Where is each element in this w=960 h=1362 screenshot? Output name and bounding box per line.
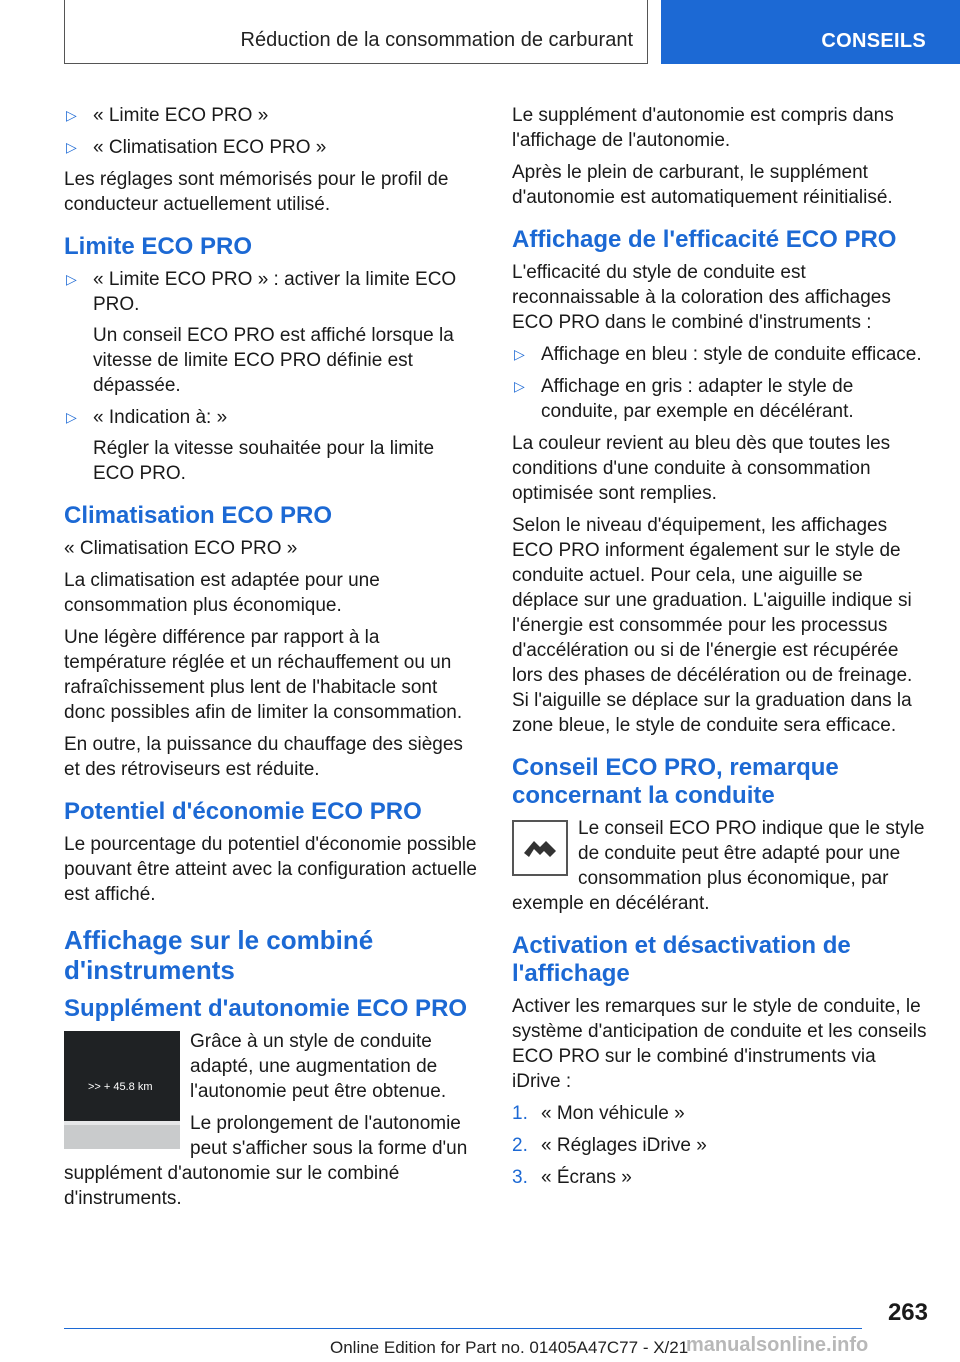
paragraph: Le conseil ECO PRO indique que le style de conduite peut être adapté pour une consommation plus économique, par exemple en décélérant.	[512, 818, 925, 914]
section-heading-activation: Activation et désactivation de l'affichage	[512, 932, 851, 987]
list-item	[512, 1133, 928, 1158]
page-number: 263	[887, 1299, 928, 1326]
step-text: « Mon véhicule »	[541, 1103, 685, 1124]
limite-list	[64, 267, 480, 486]
section-heading-limite: Limite ECO PRO	[64, 233, 253, 260]
steps-list	[512, 1101, 928, 1190]
range-extension-readout: >> + 45.8 km	[88, 1081, 153, 1093]
foot-pedal-icon	[512, 820, 568, 876]
footer-watermark: manualsonline.info	[686, 1334, 869, 1356]
footer-edition: Online Edition for Part no. 01405A47C77 - X/21	[330, 1338, 689, 1357]
list-item: ▷ Affichage en bleu : style de conduite efficace.	[514, 344, 922, 365]
paragraph: Le supplément d'autonomie est compris dans l'affichage de l'autonomie.	[512, 105, 894, 151]
section-heading-potentiel: Potentiel d'économie ECO PRO	[64, 798, 422, 825]
section-heading-climatisation: Climatisation ECO PRO	[64, 502, 333, 529]
list-item	[512, 1101, 928, 1126]
triangle-right-icon: ▷	[66, 107, 77, 123]
list-item: ▷ « Limite ECO PRO » : activer la limite ECO PRO. Un conseil ECO PRO est affiché lorsque la vitesse de limite ECO PRO définie est dépassée.	[64, 267, 480, 398]
triangle-right-icon: ▷	[66, 271, 77, 287]
paragraph: Activer les remarques sur le style de conduite, le système d'anticipation de conduite et les conseils ECO PRO sur le combiné d'instruments via iDrive :	[512, 996, 927, 1092]
section-heading-conseil: Conseil ECO PRO, remarque concernant la conduite	[512, 754, 839, 809]
triangle-right-icon: ▷	[514, 346, 525, 362]
header-title: Réduction de la consommation de carburant	[240, 29, 633, 51]
paragraph: En outre, la puissance du chauffage des sièges et des rétroviseurs est réduite.	[64, 734, 463, 780]
list-item-detail: Un conseil ECO PRO est affiché lorsque la vitesse de limite ECO PRO définie est dépassée.	[93, 325, 454, 396]
figure-stripe	[64, 1121, 180, 1149]
step-number: 3.	[512, 1167, 528, 1188]
list-item-detail: Régler la vitesse souhaitée pour la limite ECO PRO.	[93, 438, 435, 484]
paragraph: Selon le niveau d'équipement, les affichages ECO PRO informent également sur le style de conduite actuel. Pour cela, une aiguille se déplace sur une graduation. L'aiguille indique si l'énergie est consommée pour les processus d'accélération ou si de l'énergie est récupérée lors des phases de décélération ou de freinage. Si l'aiguille se déplace sur la graduation dans la zone bleue, le style de conduite sera efficace.	[512, 515, 913, 736]
paragraph: Les réglages sont mémorisés pour le profil de conducteur actuellement utilisé.	[64, 169, 449, 215]
step-text: « Écrans »	[541, 1167, 632, 1188]
list-item: ▷ « Climatisation ECO PRO »	[66, 137, 327, 158]
header-section-tab	[661, 0, 960, 64]
step-number: 2.	[512, 1135, 528, 1156]
paragraph: L'efficacité du style de conduite est reconnaissable à la coloration des affichages ECO PRO dans le combiné d'instruments :	[512, 262, 891, 333]
right-column	[512, 103, 928, 1197]
chapter-heading-affichage: Affichage sur le combiné d'instruments	[64, 925, 374, 985]
step-number: 1.	[512, 1103, 528, 1124]
paragraph: Le pourcentage du potentiel d'économie possible pouvant être atteint avec la configuration actuelle est affiché.	[64, 834, 477, 905]
paragraph: Le prolongement de l'autonomie peut s'afficher sous la forme d'un supplément d'autonomie sur le combiné d'instruments.	[64, 1113, 468, 1209]
paragraph: Une légère différence par rapport à la température réglée et un réchauffement ou un rafraîchissement plus lent de l'habitacle sont donc possibles afin de limiter la consommation.	[64, 627, 463, 723]
section-heading-efficacite: Affichage de l'efficacité ECO PRO	[512, 226, 897, 253]
menu-list	[64, 103, 480, 160]
paragraph: « Climatisation ECO PRO »	[64, 538, 298, 559]
efficacite-list	[512, 342, 928, 424]
instrument-cluster-figure	[64, 1031, 180, 1149]
header-frame	[64, 0, 648, 64]
paragraph: Après le plein de carburant, le supplément d'autonomie est automatiquement réinitialisé.	[512, 162, 893, 208]
header-section-label: CONSEILS	[821, 30, 926, 52]
triangle-right-icon: ▷	[66, 409, 77, 425]
list-item: ▷ « Limite ECO PRO »	[66, 105, 269, 126]
list-item	[512, 1165, 928, 1190]
paragraph: La couleur revient au bleu dès que toutes les conditions d'une conduite à consommation optimisée sont remplies.	[512, 433, 891, 504]
step-text: « Réglages iDrive »	[541, 1135, 707, 1156]
list-item: ▷ « Indication à: » Régler la vitesse souhaitée pour la limite ECO PRO.	[64, 405, 480, 486]
left-column	[64, 103, 480, 1218]
footer-divider	[64, 1328, 862, 1329]
triangle-right-icon: ▷	[66, 139, 77, 155]
list-item: ▷ Affichage en gris : adapter le style de conduite, par exemple en décélérant.	[514, 376, 854, 422]
paragraph: La climatisation est adaptée pour une consommation plus économique.	[64, 570, 380, 616]
triangle-right-icon: ▷	[514, 378, 525, 394]
section-heading-supplement: Supplément d'autonomie ECO PRO	[64, 995, 468, 1022]
paragraph: Grâce à un style de conduite adapté, une augmentation de l'autonomie peut être obtenue.	[190, 1031, 447, 1102]
